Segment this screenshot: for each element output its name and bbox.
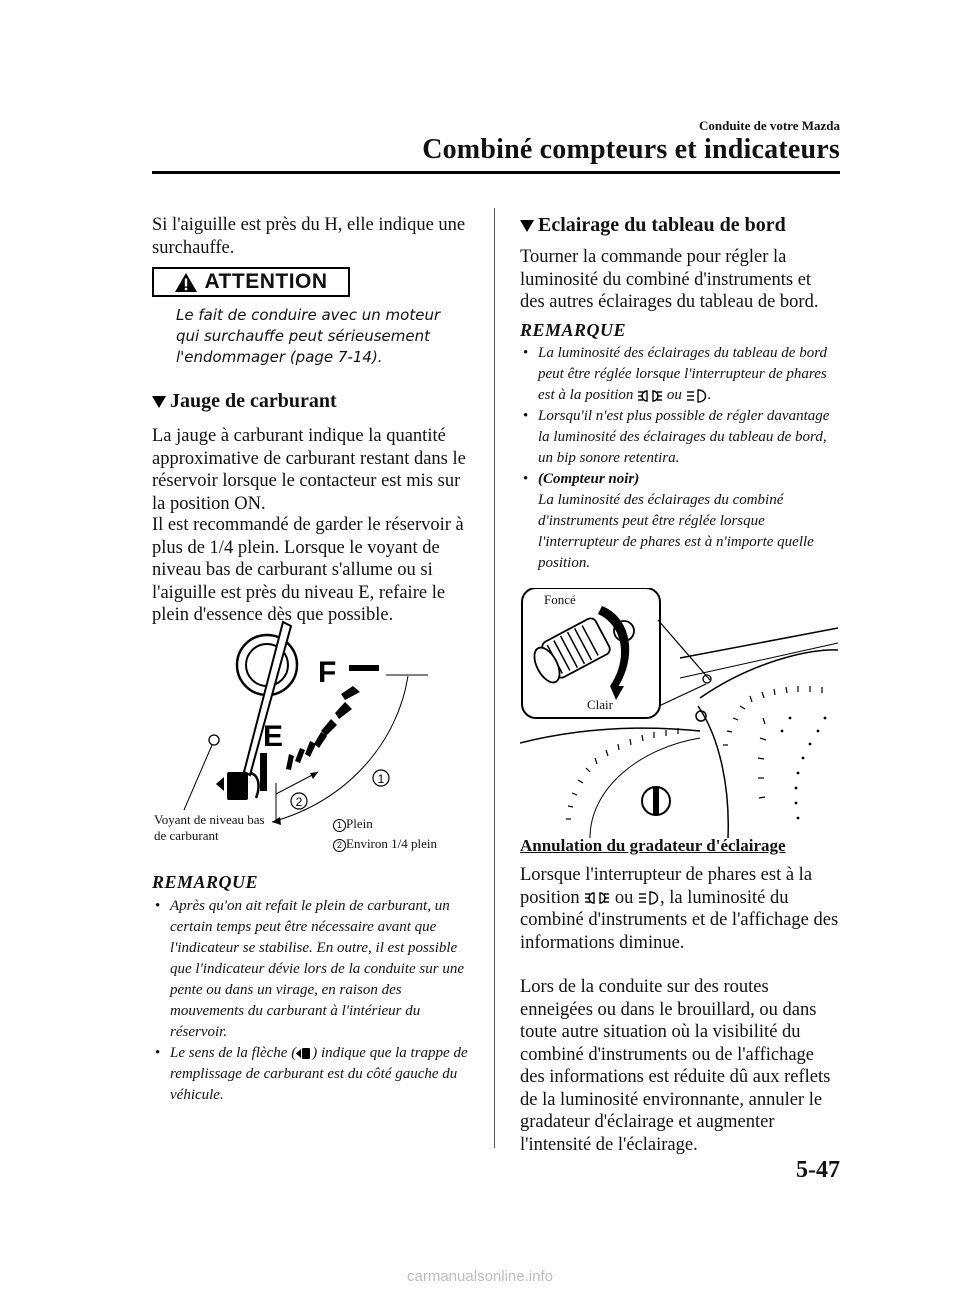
page-number: 5-47 xyxy=(796,1157,840,1183)
leader-line xyxy=(184,745,212,810)
cluster-center-hub xyxy=(642,787,670,815)
dimmer-cancel-title: Annulation du gradateur d'éclairage xyxy=(520,836,786,855)
zoom-leader-line xyxy=(659,684,706,706)
dark-label: Foncé xyxy=(544,592,576,607)
low-fuel-icon xyxy=(216,772,258,800)
parking-lights-icon xyxy=(584,891,610,905)
section-triangle-icon xyxy=(520,220,534,232)
section-triangle-icon xyxy=(152,396,166,408)
fuel-door-arrow-icon xyxy=(296,1047,312,1060)
legend-item-2: 2 Environ 1/4 plein xyxy=(333,836,437,852)
headlight-icon xyxy=(638,891,660,905)
attention-banner xyxy=(152,267,350,297)
dash-note-list xyxy=(520,343,842,574)
low-fuel-indicator-lamp xyxy=(209,735,219,745)
list-item: • Lorsqu'il n'est plus possible de régler davantage la luminosité des éclairages du tableau de bord, un bip sonore retentira. xyxy=(520,406,842,469)
gauge-ticks xyxy=(286,686,360,770)
intro-paragraph: Si l'aiguille est près du H, elle indique une surchauffe. xyxy=(152,215,466,258)
column-divider xyxy=(494,208,495,1148)
list-item: • Le sens de la flèche ( ) indique que la trappe de remplissage de carburant est du côté gauche du véhicule. xyxy=(152,1043,470,1106)
legend-2-number: 2 xyxy=(333,839,346,852)
chapter-label: Conduite de votre Mazda xyxy=(699,118,840,133)
headlight-icon xyxy=(686,389,708,403)
watermark: carmanualsonline.info xyxy=(407,1268,553,1285)
fuel-paragraph-1: La jauge à carburant indique la quantité approximative de carburant restant dans le réservoir lorsque le contacteur est mis sur la position ON. xyxy=(152,426,466,514)
list-item: • Après qu'on ait refait le plein de carburant, un certain temps peut être nécessaire avant que l'indicateur se stabilise. En outre, il est possible que l'indicateur dévie lors de la conduite sur une pente ou dans un virage, en raison des mouvements du carburant à l'intérieur du réservoir. xyxy=(152,896,470,1043)
full-mark: F xyxy=(318,656,337,689)
callout-1-number: 1 xyxy=(377,772,385,786)
attention-text: Le fait de conduire avec un moteur qui surchauffe peut sérieusement l'endommager (page 7-14). xyxy=(176,306,441,366)
full-range-arc xyxy=(272,676,408,822)
list-item: • (Compteur noir) La luminosité des éclairages du combiné d'instruments peut être réglée lorsque l'interrupteur de phares est à n'importe quelle position. xyxy=(520,469,842,574)
fuel-gauge-heading: Jauge de carburant xyxy=(152,390,337,413)
dimmer-cancel-paragraph-1: Lorsque l'interrupteur de phares est à la position ou , la luminosité du combiné d'instruments et de l'affichage des informations diminue. xyxy=(520,865,839,953)
legend-1-number: 1 xyxy=(333,819,346,832)
attention-label: ATTENTION xyxy=(204,270,328,293)
header-divider xyxy=(152,171,840,174)
dash-lighting-paragraph: Tourner la commande pour régler la luminosité du combiné d'instruments et des autres éclairages du tableau de bord. xyxy=(520,247,819,312)
empty-tick xyxy=(260,753,267,791)
legend-item-1: 1 Plein xyxy=(333,816,373,832)
page-title: Combiné compteurs et indicateurs xyxy=(422,134,840,165)
warning-triangle-icon xyxy=(174,272,198,293)
fuel-note-list xyxy=(152,896,470,1106)
dash-note-title: REMARQUE xyxy=(520,320,627,340)
empty-mark: E xyxy=(263,720,284,753)
light-label: Clair xyxy=(587,697,613,712)
parking-lights-icon xyxy=(637,389,663,403)
callout-2-number: 2 xyxy=(295,795,303,809)
list-item: • La luminosité des éclairages du tableau de bord peut être réglée lorsque l'interrupteur de phares est à la position ou . xyxy=(520,343,842,406)
fuel-paragraph-2: Il est recommandé de garder le réservoir à plus de 1/4 plein. Lorsque le voyant de niveau bas de carburant s'allume ou si l'aiguille est près du niveau E, refaire le plein d'essence dès que possible. xyxy=(152,515,464,625)
zoom-leader-line xyxy=(658,620,710,680)
dash-lighting-heading: Eclairage du tableau de bord xyxy=(520,214,786,237)
dimmer-diagram xyxy=(520,588,840,840)
full-tick xyxy=(349,665,379,671)
low-fuel-label: Voyant de niveau bas de carburant xyxy=(154,812,265,843)
gauge-dots xyxy=(781,717,827,820)
fuel-note-title: REMARQUE xyxy=(152,872,259,892)
dimmer-cancel-paragraph-2: Lors de la conduite sur des routes enneigées ou dans le brouillard, ou dans toute autre situation où la visibilité du combiné d'instruments ou de l'affichage des informations est réduite dû aux reflets de la luminosité environnante, annuler le gradateur d'éclairage et augmenter l'intensité de l'éclairage. xyxy=(520,977,831,1155)
